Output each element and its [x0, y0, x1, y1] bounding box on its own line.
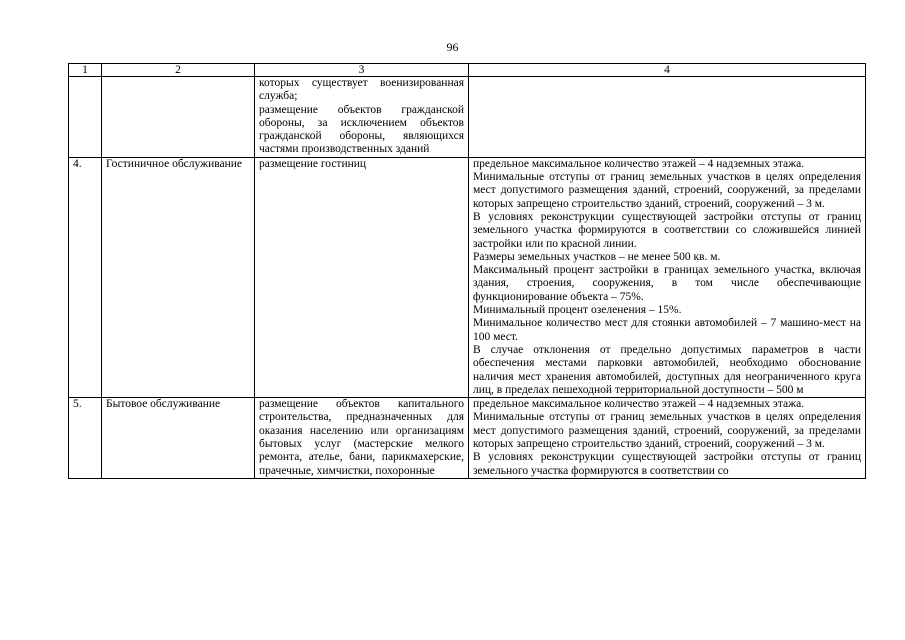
cell-description	[255, 77, 469, 158]
row-description	[255, 398, 469, 479]
continuation-row	[69, 77, 866, 158]
table-row	[69, 398, 866, 479]
row-name: Бытовое обслуживание	[102, 398, 255, 479]
parameter-line: В условиях реконструкции существующей застройки отступы от границ земельного участка формируются в соответствии со сложившейся линией застройки или по красной линии.	[473, 210, 861, 250]
parameter-line: предельное максимальное количество этажей – 4 надземных этажа.	[473, 398, 805, 411]
row-name: Гостиничное обслуживание	[102, 157, 255, 397]
parameter-line: В случае отклонения от предельно допустимых параметров в части обеспечения местами парковки автомобилей, необходимо обоснование наличия мест хранения автомобилей, доступных для неограниченного круга лиц, в пределах пешеходной территориальной доступности – 500 м	[473, 343, 861, 396]
description-line: размещение гостиниц	[259, 157, 367, 170]
row-number: 4.	[69, 157, 102, 397]
header-cell-3: 3	[255, 64, 469, 77]
row-description	[255, 157, 469, 397]
description-line: размещение объектов гражданской обороны, за исключением объектов гражданской обороны, являющихся частями производственных зданий	[259, 103, 464, 156]
table-row	[69, 157, 866, 397]
cell-parameters	[469, 77, 866, 158]
header-row	[69, 64, 866, 77]
page-number: 96	[446, 40, 459, 54]
row-parameters	[469, 157, 866, 397]
regulations-table	[68, 63, 866, 479]
description-line: размещение объектов капитального строительства, предназначенных для оказания населению или организациям бытовых услуг (мастерские мелкого ремонта, ателье, бани, парикмахерские, прачечные, химчистки, похоронные	[259, 398, 464, 477]
cell-num	[69, 77, 102, 158]
cell-name	[102, 77, 255, 158]
header-cell-4: 4	[469, 64, 866, 77]
description-line: которых существует военизированная служба;	[259, 77, 464, 103]
parameter-line: Размеры земельных участков – не менее 500 кв. м.	[473, 250, 721, 263]
parameter-line: В условиях реконструкции существующей застройки отступы от границ земельного участка формируются в соответствии со	[473, 451, 861, 477]
parameter-line: Максимальный процент застройки в границах земельного участка, включая здания, строения, сооружения, в том числе обеспечивающие функционирование объекта – 75%.	[473, 264, 861, 303]
header-cell-1: 1	[69, 64, 102, 77]
row-number: 5.	[69, 398, 102, 479]
parameter-line: Минимальное количество мест для стоянки автомобилей – 7 машино-мест на 100 мест.	[473, 317, 861, 343]
row-parameters	[469, 398, 866, 479]
parameter-line: Минимальные отступы от границ земельных участков в целях определения мест допустимого размещения зданий, строений, сооружений, за пределами которых запрещено строительство зданий, строений, сооружений – 3 м.	[473, 411, 861, 451]
parameter-line: Минимальные отступы от границ земельных участков в целях определения мест допустимого размещения зданий, строений, сооружений, за пределами которых запрещено строительство зданий, строений, сооружений – 3 м.	[473, 171, 861, 210]
parameter-line: предельное максимальное количество этажей – 4 надземных этажа.	[473, 157, 805, 170]
header-cell-2: 2	[102, 64, 255, 77]
parameter-line: Минимальный процент озеленения – 15%.	[473, 304, 682, 317]
